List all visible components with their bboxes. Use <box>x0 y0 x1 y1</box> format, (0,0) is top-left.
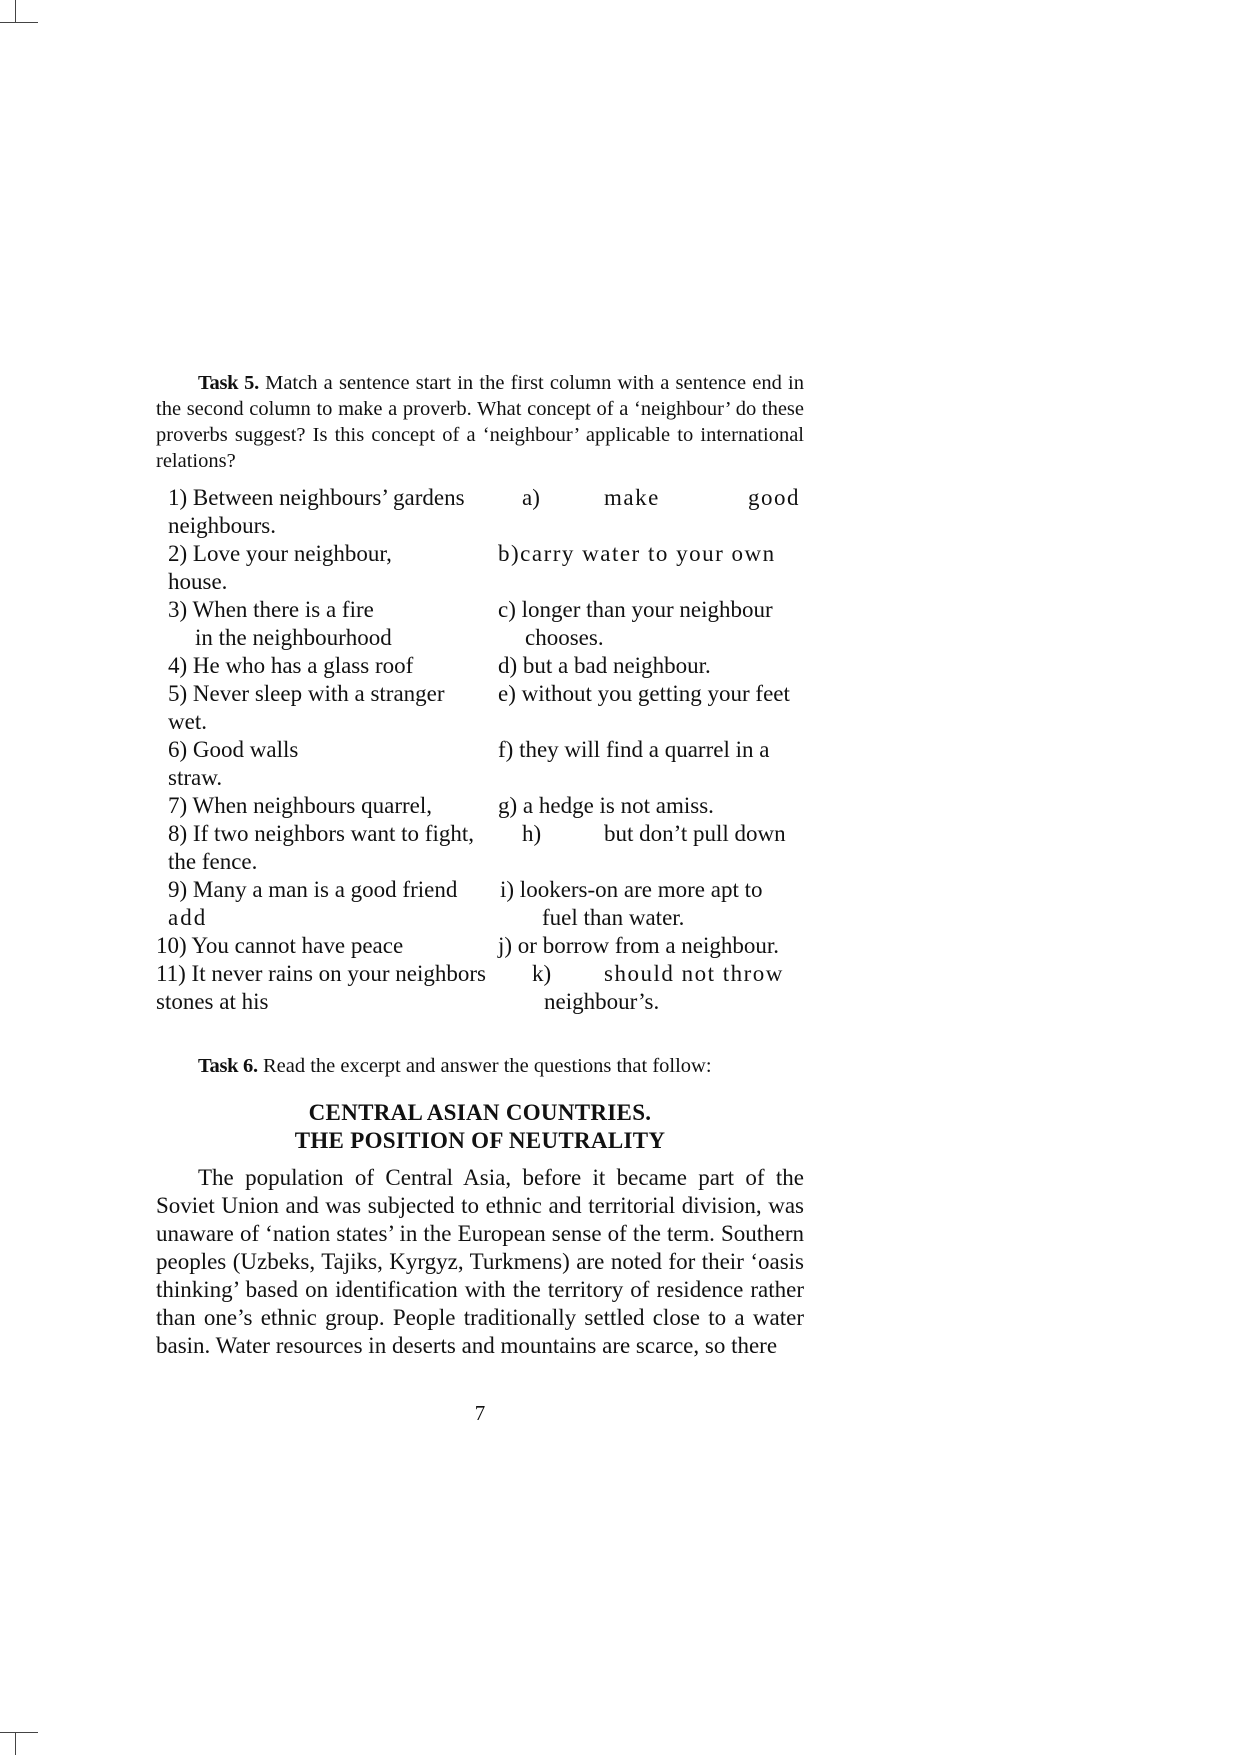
proverb-line: b)carry water to your own <box>498 541 776 566</box>
paragraph-indent <box>156 1165 198 1190</box>
proverb-line: house. <box>168 569 228 594</box>
proverb-line: 6) Good walls <box>168 737 299 762</box>
proverb-line: h) <box>522 821 542 846</box>
task6-text: Read the excerpt and answer the questions that follow: <box>262 1055 712 1077</box>
proverb-line: neighbours. <box>168 513 276 538</box>
proverb-line: j) or borrow from a neighbour. <box>498 933 780 958</box>
article-title-line2: THE POSITION OF NEUTRALITY <box>294 1128 666 1153</box>
proverb-line: e) without you getting your feet <box>498 681 790 706</box>
proverb-line: d) but a bad neighbour. <box>498 653 711 678</box>
proverb-line: k) <box>532 961 552 986</box>
proverb-line: 9) Many a man is a good friend <box>168 877 458 902</box>
proverb-line: 5) Never sleep with a stranger <box>168 681 445 706</box>
proverb-line: 2) Love your neighbour, <box>168 541 392 566</box>
proverb-line: 8) If two neighbors want to fight, <box>168 821 474 846</box>
task5-text: Match a sentence start in the first column with a sentence end in the second column to make a proverb. What concept of a ‘neighbour’ do these proverbs suggest? Is this concept of a ‘neighbour’ applicable to international relations? <box>156 372 804 472</box>
task6-label: Task 6. <box>198 1055 258 1077</box>
proverb-line: c) longer than your neighbour <box>498 597 773 622</box>
proverb-line: i) lookers-on are more apt to <box>500 877 763 902</box>
proverb-line: straw. <box>168 765 223 790</box>
proverb-line: 4) He who has a glass roof <box>168 653 414 678</box>
proverb-line: in the neighbourhood <box>195 625 392 650</box>
crop-mark-top-vertical <box>15 0 16 22</box>
page-number: 7 <box>474 1401 486 1425</box>
proverb-line: g) a hedge is not amiss. <box>498 793 714 818</box>
crop-mark-bottom-horizontal <box>0 1732 38 1733</box>
proverb-line: good <box>748 485 800 510</box>
proverb-line: fuel than water. <box>542 905 685 930</box>
proverb-line: f) they will find a quarrel in a <box>498 737 770 762</box>
proverb-line: 7) When neighbours quarrel, <box>168 793 432 818</box>
article-title-line1: CENTRAL ASIAN COUNTRIES. <box>308 1100 652 1125</box>
proverb-line: neighbour’s. <box>544 989 660 1014</box>
proverb-line: stones at his <box>156 989 269 1014</box>
proverb-line: 3) When there is a fire <box>168 597 374 622</box>
proverb-line: wet. <box>168 709 207 734</box>
article-paragraph <box>156 1164 804 1360</box>
proverb-line: 11) It never rains on your neighbors <box>156 961 487 986</box>
proverb-line: add <box>168 905 208 930</box>
proverb-line: make <box>604 485 660 510</box>
crop-mark-bottom-vertical <box>15 1732 16 1755</box>
task6-instruction <box>156 1053 804 1079</box>
article-paragraph-text: The population of Central Asia, before it became part of the Soviet Union and was subjected to ethnic and territorial division, was unaware of ‘nation states’ in the European sense of the term. Southern peoples (Uzbeks, Tajiks, Kyrgyz, Turkmens) are noted for their ‘oasis thinking’ based on identification with the territory of residence rather than one’s ethnic group. People traditionally settled close to a water basin. Water resources in deserts and mountains are scarce, so there <box>156 1165 804 1358</box>
task5-label: Task 5. <box>198 372 259 394</box>
proverb-line: the fence. <box>168 849 258 874</box>
proverb-line: chooses. <box>525 625 604 650</box>
crop-mark-top-horizontal <box>0 22 38 23</box>
proverb-line: a) <box>522 485 540 510</box>
proverb-line: should not throw <box>604 961 784 986</box>
proverb-line: 10) You cannot have peace <box>156 933 404 958</box>
proverb-line: but don’t pull down <box>604 821 786 846</box>
proverb-line: 1) Between neighbours’ gardens <box>168 485 465 510</box>
task5-instruction <box>156 370 804 474</box>
